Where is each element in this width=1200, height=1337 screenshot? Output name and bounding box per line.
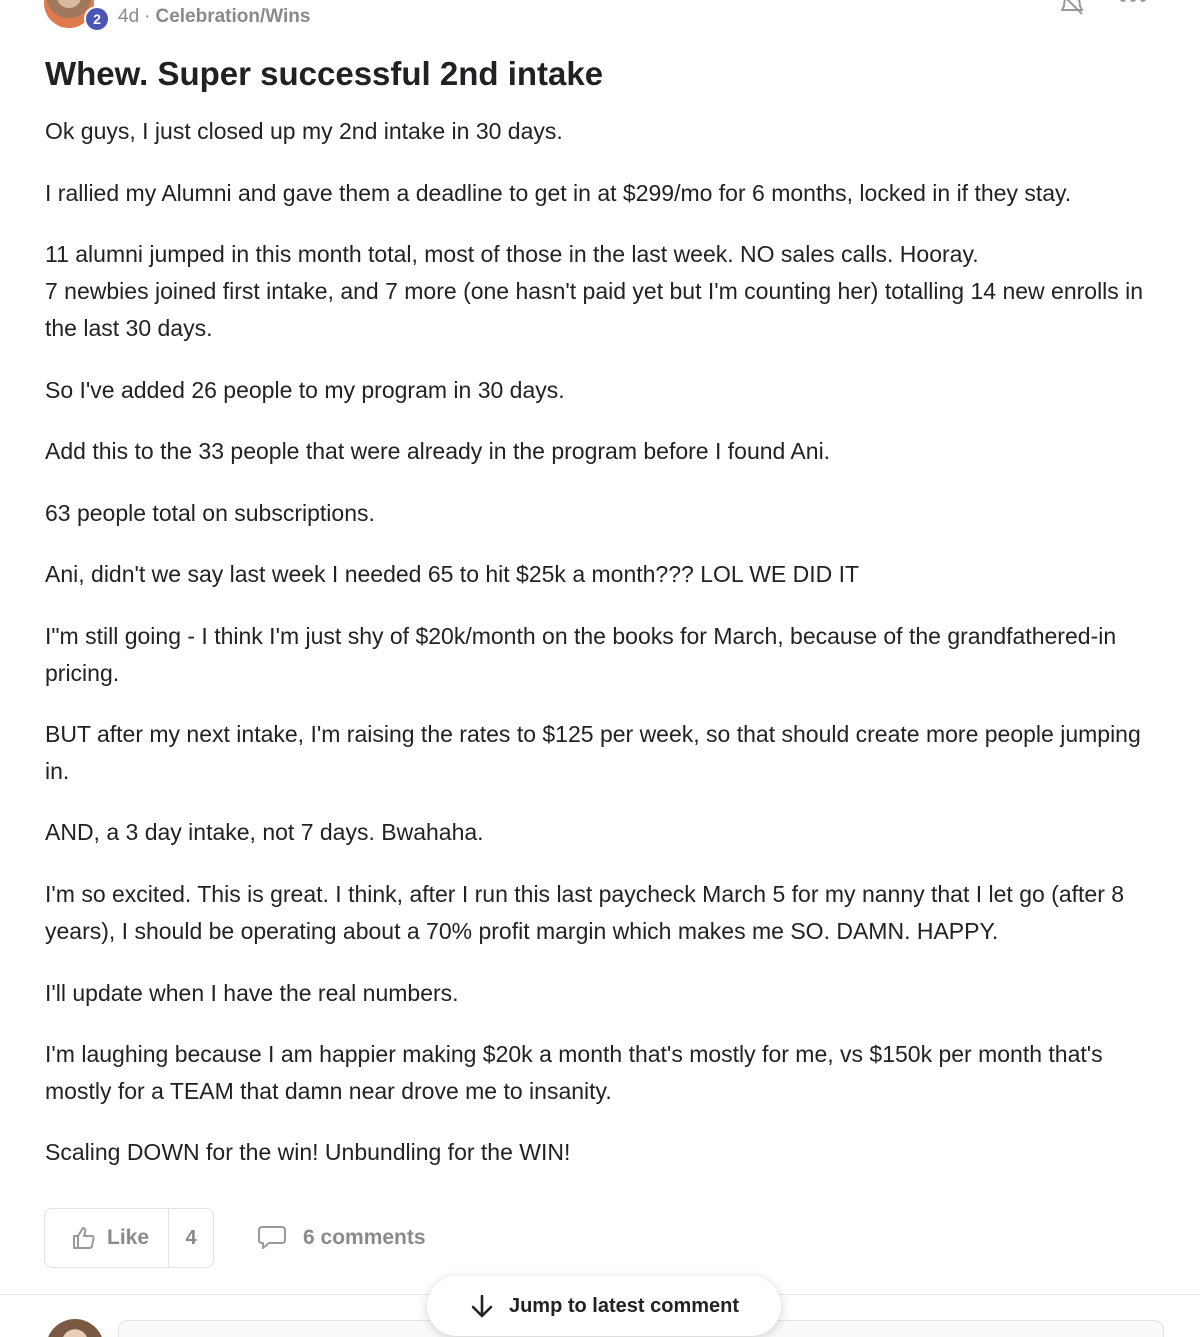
meta-separator: · xyxy=(144,6,151,27)
post-paragraph: I'm laughing because I am happier making $20k a month that's mostly for me, vs $150k per month that's mostly for a TEAM that damn near drove me to insanity. xyxy=(45,1041,1103,1104)
post-paragraph: BUT after my next intake, I'm raising the rates to $125 per week, so that should create more people jumping in. xyxy=(45,721,1141,784)
arrow-down-icon xyxy=(469,1293,495,1319)
post-paragraph: AND, a 3 day intake, not 7 days. Bwahaha. xyxy=(45,819,484,845)
post-body xyxy=(45,0,1165,1200)
post-paragraph: I'm so excited. This is great. I think, after I run this last paycheck March 5 for my nanny that I let go (after 8 years), I should be operating about a 70% profit margin which makes me SO. DAMN. HAPPY. xyxy=(45,881,1125,944)
like-box xyxy=(44,1208,214,1268)
thumbs-up-icon xyxy=(71,1225,97,1251)
like-label: Like xyxy=(107,1226,150,1249)
jump-label: Jump to latest comment xyxy=(508,1294,740,1317)
post-paragraph: Ani, didn't we say last week I needed 65 to hit $25k a month??? LOL WE DID IT xyxy=(45,561,860,587)
post-time: 4d xyxy=(118,6,140,27)
post-paragraph: Ok guys, I just closed up my 2nd intake in 30 days. xyxy=(45,118,563,144)
post-paragraph: I'll update when I have the real numbers. xyxy=(45,980,459,1006)
post-paragraph: I rallied my Alumni and gave them a deadline to get in at $299/mo for 6 months, locked in if they stay. xyxy=(45,180,1072,206)
post-title: Whew. Super successful 2nd intake xyxy=(45,55,604,92)
post-paragraph: Scaling DOWN for the win! Unbundling for the WIN! xyxy=(45,1139,571,1165)
current-user-avatar xyxy=(46,1319,104,1337)
comments-label: 6 comments xyxy=(303,1226,426,1249)
speech-bubble-icon xyxy=(257,1224,287,1252)
post-paragraph: I"m still going - I think I'm just shy of $20k/month on the books for March, because of the grandfathered-in pricing. xyxy=(45,623,1117,686)
level-badge: 2 xyxy=(84,6,110,32)
post-paragraph: 11 alumni jumped in this month total, most of those in the last week. NO sales calls. Hooray. xyxy=(45,241,979,267)
like-button[interactable] xyxy=(45,1209,169,1267)
post-paragraph: 7 newbies joined first intake, and 7 more (one hasn't paid yet but I'm counting her) totalling 14 new enrolls in the last 30 days. xyxy=(45,278,1144,341)
post-paragraph: Add this to the 33 people that were already in the program before I found Ani. xyxy=(45,438,831,464)
comments-button[interactable] xyxy=(257,1222,426,1254)
post-category[interactable]: Celebration/Wins xyxy=(155,6,311,27)
like-count[interactable]: 4 xyxy=(185,1226,197,1249)
post-paragraph: 63 people total on subscriptions. xyxy=(45,500,375,526)
post-paragraph: So I've added 26 people to my program in 30 days. xyxy=(45,377,565,403)
jump-to-latest-comment-button[interactable] xyxy=(427,1276,781,1336)
